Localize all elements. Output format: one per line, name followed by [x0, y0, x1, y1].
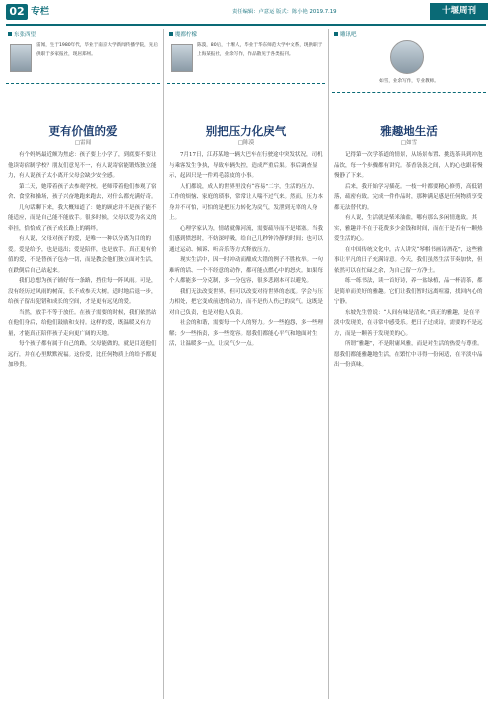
page-number: 02 [6, 4, 28, 20]
section-name: 专栏 [31, 7, 50, 17]
article-title: 更有价值的爱 [48, 124, 118, 138]
newspaper-brand: 十堰周刊 [430, 3, 488, 20]
article-title: 雅趣地生活 [380, 124, 438, 138]
author-photo [171, 44, 193, 72]
editor-meta-line: 责任编辑：卢意运 版式：陈小艳 2019.7.19 [232, 9, 337, 15]
article-body [169, 150, 323, 698]
column-divider [328, 29, 329, 699]
article-body [8, 150, 158, 698]
paragraph: 当然，放手不等于放任。在孩子需要的时候，我们依然站在他们身后，给他们鼓励和支持。这样的爱，既温暖又有力量，才能真正陪伴孩子走向更广阔的天地。 [8, 309, 157, 337]
paragraph: 我们总想为孩子铺好每一条路，挡住每一阵风雨。可是，没有经历过风雨的树苗，长不成参天大树。适时地后退一步，给孩子留出犯错和成长的空间，才是更有远见的爱。 [8, 278, 157, 305]
paragraph: 后来，我开始学习插花。一枝一叶都要精心修剪，高低错落，疏密有致。完成一件作品时，那种满足感是任何物质享受都无法替代的。 [334, 183, 483, 211]
author-label: 东张西望 [8, 31, 36, 39]
bullet-icon [169, 32, 173, 36]
paragraph: 练一练书法，读一首好诗，养一盆绿植，品一杯清茶，都是简单而美好的雅趣。它们让我们暂时远离喧嚣，找回内心的宁静。 [334, 278, 483, 305]
author-bio: 雷闻，生于1980年代，毕业于南京大学新闻传播学院，先后供职于多家报社，现居郑州。 [36, 43, 158, 57]
paragraph: 每个孩子都有属于自己的路，父母能做的，就是目送他们远行，并在心里默默祝福。这份爱，比任何物质上的给予都更加珍贵。 [8, 341, 157, 368]
author-label: 魔都柠檬 [169, 31, 197, 39]
paragraph: 所谓“雅趣”，不是附庸风雅，而是对生活的热爱与尊重。愿我们都能雅趣地生活，在繁忙中寻得一份闲适，在平淡中品出一份真味。 [334, 341, 483, 368]
paragraph: 几句话聊下来，我大概知道了：她的顾虑并不是孩子能不能适应，而是自己能不能放手。很多时候，父母以爱为名义的牵挂，恰恰成了孩子成长路上的羁绊。 [8, 204, 157, 232]
paragraph: 社会的和谐，需要每一个人的努力。少一些抱怨，多一些理解；少一些指责，多一些宽容。愿我们都能心平气和地面对生活，让温暖多一点，让戾气少一点。 [169, 320, 323, 347]
paragraph: 人们都说，成人的世界里没有“容易”二字，生活的压力、工作的烦恼、家庭的琐事，常常让人喘不过气来。然而，压力本身并不可怕，可怕的是把压力转化为戾气，发泄到无辜的人身上。 [169, 183, 323, 221]
article-body [334, 150, 484, 698]
page-header [0, 0, 492, 24]
paragraph: 7月17日，江苏某地一辆大巴车在行驶途中突发状况，司机与乘客发生争执，导致车辆失控，造成严重后果。事后调查显示，起因只是一件鸡毛蒜皮的小事。 [169, 152, 323, 179]
article-byline: □雷闻 [74, 140, 92, 146]
author-bio: 如雪，业余写作，专业教师。 [379, 79, 439, 84]
author-photo [390, 40, 424, 74]
author-label: 雕讯吧 [334, 31, 357, 39]
paragraph: 有人说，父母对孩子的爱，是唯一一种以分离为目的的爱。爱是给予，也是退出；爱是陪伴，也是放手。真正更有价值的爱，不是替孩子包办一切，而是教会他们独立面对生活，在跌倒后自己站起来。 [8, 236, 157, 274]
paragraph: 有个妈妈最近颇为焦虑：孩子要上小学了，到底要不要让他读寄宿制学校？朋友们意见不一，有人说寄宿能锻炼独立能力，有人说孩子太小离开父母会缺少安全感。 [8, 152, 157, 179]
bullet-icon [334, 32, 338, 36]
author-bio: 陈漠，80后，十堰人，毕业于华东师范大学中文系，现供职于上海某报社，业余写作，作品散见于各类报刊。 [197, 43, 323, 57]
paragraph: 我们无法改变世界，但可以改变对待世界的态度。学会与压力相处，把它变成前进的动力，而不是伤人伤己的戾气。这既是对自己负责，也是对他人负责。 [169, 288, 323, 316]
article-byline: □陈漠 [237, 140, 255, 146]
divider [332, 92, 486, 93]
author-photo [10, 44, 32, 72]
paragraph: 有人说，生活就是柴米油盐，哪有那么多闲情逸致。其实，雅趣并不在于花费多少金钱和时间，而在于是否有一颗热爱生活的心。 [334, 215, 483, 242]
divider [167, 83, 325, 84]
paragraph: 现实生活中，因一时冲动而酿成大错的例子不胜枚举。一句难听的话、一个不经意的动作，都可能点燃心中的怒火。如果每个人都能多一分克制，多一分包容，很多悲剧本可以避免。 [169, 257, 323, 284]
paragraph: 东坡先生曾说：“人间有味是清欢。”真正的雅趣，是在平淡中发现美，在寻常中感受乐。把日子过成诗，需要的不是远方，而是一颗善于发现美的心。 [334, 309, 483, 337]
paragraph: 记得第一次学茶道的情景，从场景布置、挑选茶具到冲泡品饮，每一个步骤都有讲究。茶香袅袅之间，人的心也跟着慢慢静了下来。 [334, 152, 483, 179]
bullet-icon [8, 32, 12, 36]
column-divider [163, 29, 164, 699]
article-byline: □如雪 [400, 140, 418, 146]
divider [6, 83, 160, 84]
paragraph: 心理学家认为，情绪就像河流，需要疏导而不是堵塞。当我们感到愤怒时，不妨深呼吸，给自己几秒钟冷静的时间；也可以通过运动、倾诉、听音乐等方式释放压力。 [169, 225, 323, 253]
article-title: 别把压力化戾气 [205, 124, 287, 138]
paragraph: 在中国传统文化中，古人讲究“琴棋书画诗酒花”，这些雅事让平凡的日子充满诗意。今天，我们虽然生活节奏加快，但依然可以在忙碌之余，为自己留一方净土。 [334, 246, 483, 274]
header-rule [6, 24, 486, 26]
paragraph: 第二天，她带着孩子去参观学校。老师带着他们参观了宿舍、食堂和操场，孩子兴奋地跑来跑去，对什么都充满好奇。 [8, 183, 157, 200]
